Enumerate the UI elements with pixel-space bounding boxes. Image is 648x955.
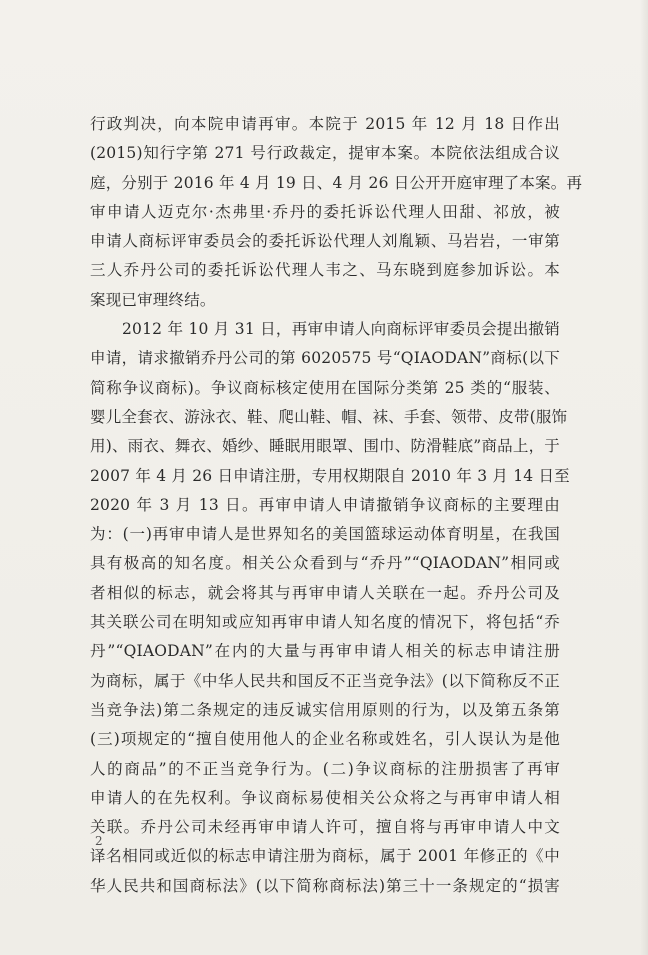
text-line: 审申请人迈克尔·杰弗里·乔丹的委托诉讼代理人田甜、祁放，被 bbox=[90, 202, 560, 221]
text-line: 申请，请求撤销乔丹公司的第 6020575 号“QIAODAN”商标(以下 bbox=[90, 349, 560, 368]
text-line: 者相似的标志，就会将其与再审申请人关联在一起。乔丹公司及 bbox=[90, 583, 560, 602]
text-line: 案现已审理终结。 bbox=[90, 290, 216, 309]
text-line: 婴儿全套衣、游泳衣、鞋、爬山鞋、帽、袜、手套、领带、皮带(服饰 bbox=[90, 407, 568, 426]
text-line: 丹”“QIAODAN”在内的大量与再审申请人相关的标志申请注册 bbox=[90, 642, 560, 661]
text-line: 庭，分别于 2016 年 4 月 19 日、4 月 26 日公开开庭审理了本案。再 bbox=[90, 173, 583, 192]
page-edge-shadow bbox=[640, 0, 648, 955]
text-line: 人的商品”的不正当竞争行为。(二)争议商标的注册损害了再审 bbox=[90, 759, 560, 778]
text-line: 为商标，属于《中华人民共和国反不正当竞争法》(以下简称反不正 bbox=[90, 671, 560, 690]
text-line: 2012 年 10 月 31 日，再审申请人向商标评审委员会提出撤销 bbox=[122, 320, 560, 339]
text-line: 三人乔丹公司的委托诉讼代理人韦之、马东晓到庭参加诉讼。本 bbox=[90, 261, 560, 280]
judgment-body-text bbox=[90, 110, 583, 901]
text-line: 行政判决，向本院申请再审。本院于 2015 年 12 月 18 日作出 bbox=[90, 115, 560, 133]
text-line: 当竞争法)第二条规定的违反诚实信用原则的行为，以及第五条第 bbox=[90, 700, 560, 719]
text-line: 申请人的在先权利。争议商标易使相关公众将之与再审申请人相 bbox=[90, 788, 560, 807]
text-line: 2020 年 3 月 13 日。再审申请人申请撤销争议商标的主要理由 bbox=[90, 495, 560, 514]
text-line: 申请人商标评审委员会的委托诉讼代理人刘胤颖、马岩岩，一审第 bbox=[90, 232, 560, 251]
text-line: 译名相同或近似的标志申请注册为商标，属于 2001 年修正的《中 bbox=[90, 847, 560, 866]
text-line: (三)项规定的“擅自使用他人的企业名称或姓名，引人误认为是他 bbox=[90, 730, 560, 749]
text-line: (2015)知行字第 271 号行政裁定，提审本案。本院依法组成合议 bbox=[90, 144, 560, 163]
text-line: 用)、雨衣、舞衣、婚纱、睡眠用眼罩、围巾、防滑鞋底”商品上，于 bbox=[90, 437, 560, 456]
text-line: 关联。乔丹公司未经再审申请人许可，擅自将与再审申请人中文 bbox=[90, 818, 560, 837]
text-line: 具有极高的知名度。相关公众看到与“乔丹”“QIAODAN”相同或 bbox=[90, 554, 560, 573]
text-line: 2007 年 4 月 26 日申请注册，专用权期限自 2010 年 3 月 14 日至 bbox=[90, 466, 570, 485]
text-line: 华人民共和国商标法》(以下简称商标法)第三十一条规定的“损害 bbox=[90, 876, 560, 895]
text-line: 为：(一)再审申请人是世界知名的美国篮球运动体育明星，在我国 bbox=[90, 525, 560, 544]
text-line: 简称争议商标)。争议商标核定使用在国际分类第 25 类的“服装、 bbox=[90, 378, 560, 397]
text-line: 其关联公司在明知或应知再审申请人知名度的情况下，将包括“乔 bbox=[90, 613, 560, 632]
page-number: 2 bbox=[95, 834, 103, 848]
